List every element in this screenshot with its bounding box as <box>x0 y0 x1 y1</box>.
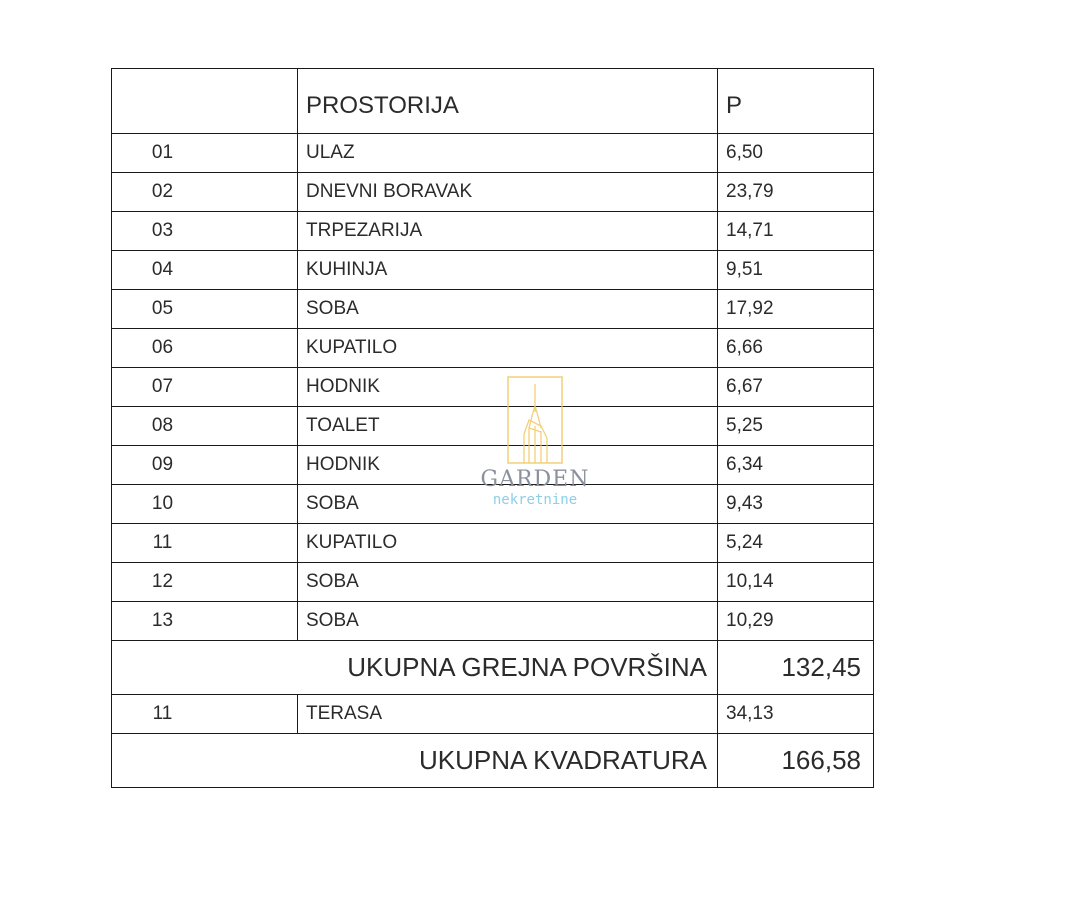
table-row <box>112 368 874 407</box>
row-room: SOBA <box>298 485 718 524</box>
row-area: 9,43 <box>718 485 874 524</box>
row-area: 10,29 <box>718 602 874 641</box>
heated-total-label: UKUPNA GREJNA POVRŠINA <box>112 641 718 695</box>
table-row <box>112 446 874 485</box>
row-number: 12 <box>112 563 298 602</box>
table-row <box>112 602 874 641</box>
row-room: KUPATILO <box>298 329 718 368</box>
table-row <box>112 329 874 368</box>
row-room: KUPATILO <box>298 524 718 563</box>
row-area: 17,92 <box>718 290 874 329</box>
table-row <box>112 563 874 602</box>
row-area: 10,14 <box>718 563 874 602</box>
row-number: 13 <box>112 602 298 641</box>
row-room: HODNIK <box>298 368 718 407</box>
table-row <box>112 173 874 212</box>
terrace-area: 34,13 <box>718 695 874 734</box>
table-row <box>112 134 874 173</box>
row-number: 07 <box>112 368 298 407</box>
row-area: 6,50 <box>718 134 874 173</box>
table-row <box>112 290 874 329</box>
grand-total-label: UKUPNA KVADRATURA <box>112 734 718 788</box>
row-area: 5,24 <box>718 524 874 563</box>
row-room: DNEVNI BORAVAK <box>298 173 718 212</box>
header-room: PROSTORIJA <box>298 69 718 134</box>
table-header-row <box>112 69 874 134</box>
terrace-room: TERASA <box>298 695 718 734</box>
row-area: 6,34 <box>718 446 874 485</box>
row-number: 08 <box>112 407 298 446</box>
table-row <box>112 407 874 446</box>
watermark-brand: GARDEN <box>480 467 590 492</box>
grand-total-row <box>112 734 874 788</box>
row-number: 10 <box>112 485 298 524</box>
row-number: 05 <box>112 290 298 329</box>
watermark-subtitle: nekretnine <box>492 492 578 508</box>
row-room: TRPEZARIJA <box>298 212 718 251</box>
header-area: P <box>718 69 874 134</box>
row-area: 6,66 <box>718 329 874 368</box>
row-area: 6,67 <box>718 368 874 407</box>
table-row <box>112 485 874 524</box>
row-room: TOALET <box>298 407 718 446</box>
row-room: SOBA <box>298 290 718 329</box>
table-row <box>112 212 874 251</box>
table-row <box>112 251 874 290</box>
row-number: 02 <box>112 173 298 212</box>
row-number: 03 <box>112 212 298 251</box>
row-number: 11 <box>112 524 298 563</box>
row-number: 01 <box>112 134 298 173</box>
heated-total-value: 132,45 <box>718 641 874 695</box>
row-room: SOBA <box>298 563 718 602</box>
room-area-table <box>111 68 874 788</box>
row-room: KUHINJA <box>298 251 718 290</box>
row-number: 06 <box>112 329 298 368</box>
grand-total-value: 166,58 <box>718 734 874 788</box>
row-area: 9,51 <box>718 251 874 290</box>
terrace-row <box>112 695 874 734</box>
heated-total-row <box>112 641 874 695</box>
row-number: 09 <box>112 446 298 485</box>
terrace-number: 11 <box>112 695 298 734</box>
row-area: 14,71 <box>718 212 874 251</box>
row-room: SOBA <box>298 602 718 641</box>
row-room: HODNIK <box>298 446 718 485</box>
row-area: 5,25 <box>718 407 874 446</box>
table-row <box>112 524 874 563</box>
row-room: ULAZ <box>298 134 718 173</box>
row-number: 04 <box>112 251 298 290</box>
row-area: 23,79 <box>718 173 874 212</box>
header-number <box>112 69 298 134</box>
